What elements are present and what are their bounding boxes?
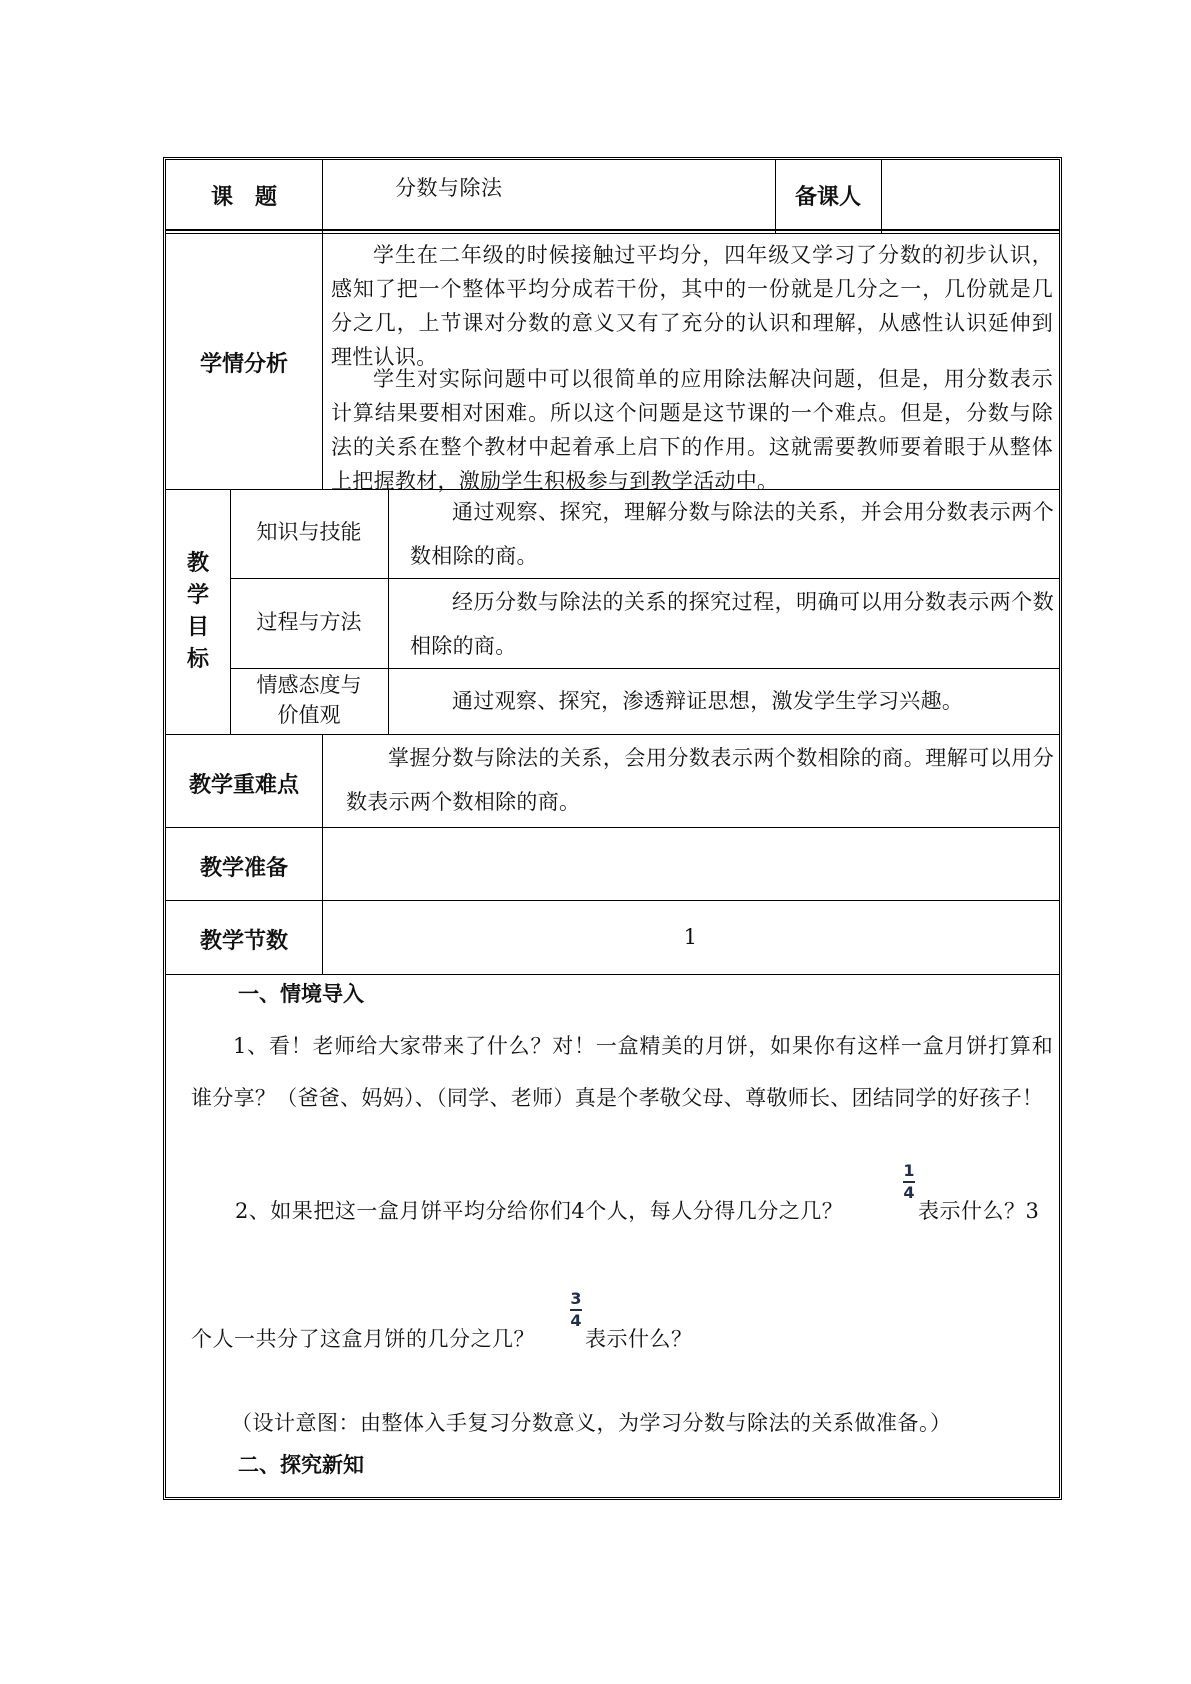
row-divider: [166, 974, 1059, 975]
topic-label: 课 题: [210, 185, 277, 210]
intro-paragraph-1: 1、看！老师给大家带来了什么？对！一盒精美的月饼，如果你有这样一盒月饼打算和谁分享？（爸爸、妈妈）、（同学、老师）真是个孝敬父母、尊敬师长、团结同学的好孩子！: [191, 1034, 1053, 1110]
objectives-label-char: 目: [186, 615, 209, 640]
preparer-label: 备课人: [794, 185, 861, 210]
fraction-numerator: 3: [570, 1289, 582, 1308]
objective-attitude-text: 通过观察、探究，渗透辩证思想，激发学生学习兴趣。: [452, 689, 964, 713]
section-1-title: 一、情境导入: [238, 982, 364, 1006]
intro-paragraph-3-end: 表示什么？: [585, 1327, 693, 1351]
objectives-label-char: 学: [186, 583, 209, 608]
fraction-denominator: 4: [570, 1311, 582, 1330]
column-divider: [388, 489, 389, 734]
column-divider: [322, 234, 323, 489]
objectives-label-char: 标: [186, 647, 209, 672]
row-divider: [166, 827, 1059, 828]
topic-value: 分数与除法: [395, 176, 503, 200]
design-note: （设计意图：由整体入手复习分数意义，为学习分数与除法的关系做准备。）: [231, 1411, 952, 1435]
student-analysis-paragraph: 学生在二年级的时候接触过平均分，四年级又学习了分数的初步认识，感知了把一个整体平均分成若干份，其中的一份就是几分之一，几份就是几分之几，上节课对分数的意义又有了充分的认识和理解，从感性认识延伸到理性认识。: [331, 243, 1053, 369]
periods-value: 1: [683, 925, 698, 949]
row-divider: [230, 578, 1059, 579]
row-divider: [166, 734, 1059, 735]
fraction-three-quarters: [569, 1291, 583, 1329]
key-points-text: 掌握分数与除法的关系，会用分数表示两个数相除的商。理解可以用分数表示两个数相除的商。: [346, 746, 1054, 814]
objective-attitude-label-line1: 情感态度与: [256, 673, 362, 697]
row-divider: [166, 900, 1059, 901]
objective-process-text: 经历分数与除法的关系的探究过程，明确可以用分数表示两个数相除的商。: [410, 590, 1054, 658]
fraction-denominator: 4: [903, 1183, 915, 1202]
fraction-numerator: 1: [903, 1161, 915, 1180]
preparation-label: 教学准备: [199, 856, 288, 881]
objective-attitude-label-line2: 价值观: [277, 703, 341, 727]
objective-process-label: 过程与方法: [256, 610, 362, 634]
row-divider: [166, 233, 1059, 234]
objective-knowledge-text: 通过观察、探究，理解分数与除法的关系，并会用分数表示两个数相除的商。: [410, 500, 1054, 568]
periods-label: 教学节数: [199, 929, 288, 954]
objective-knowledge-label: 知识与技能: [256, 520, 362, 544]
student-analysis-label: 学情分析: [199, 352, 288, 377]
intro-paragraph-2-start: 2、如果把这一盒月饼平均分给你们4个人，每人分得几分之几？: [235, 1199, 844, 1223]
column-divider: [322, 160, 323, 234]
objectives-label-char: 教: [186, 551, 209, 576]
column-divider: [881, 160, 882, 234]
intro-paragraph-3-start: 个人一共分了这盒月饼的几分之几？: [191, 1327, 535, 1351]
row-divider: [230, 668, 1059, 669]
row-divider: [166, 229, 1059, 231]
fraction-one-quarter: [902, 1163, 916, 1201]
section-2-title: 二、探究新知: [238, 1453, 364, 1477]
intro-paragraph-2-end: 表示什么？3: [918, 1199, 1040, 1223]
student-analysis-paragraph: 学生对实际问题中可以很简单的应用除法解决问题，但是，用分数表示计算结果要相对困难。所以这个问题是这节课的一个难点。但是，分数与除法的关系在整个教材中起着承上启下的作用。这就需要教师要着眼于从整体上把握教材，激励学生积极参与到教学活动中。: [331, 367, 1053, 493]
key-points-label: 教学重难点: [188, 773, 299, 798]
